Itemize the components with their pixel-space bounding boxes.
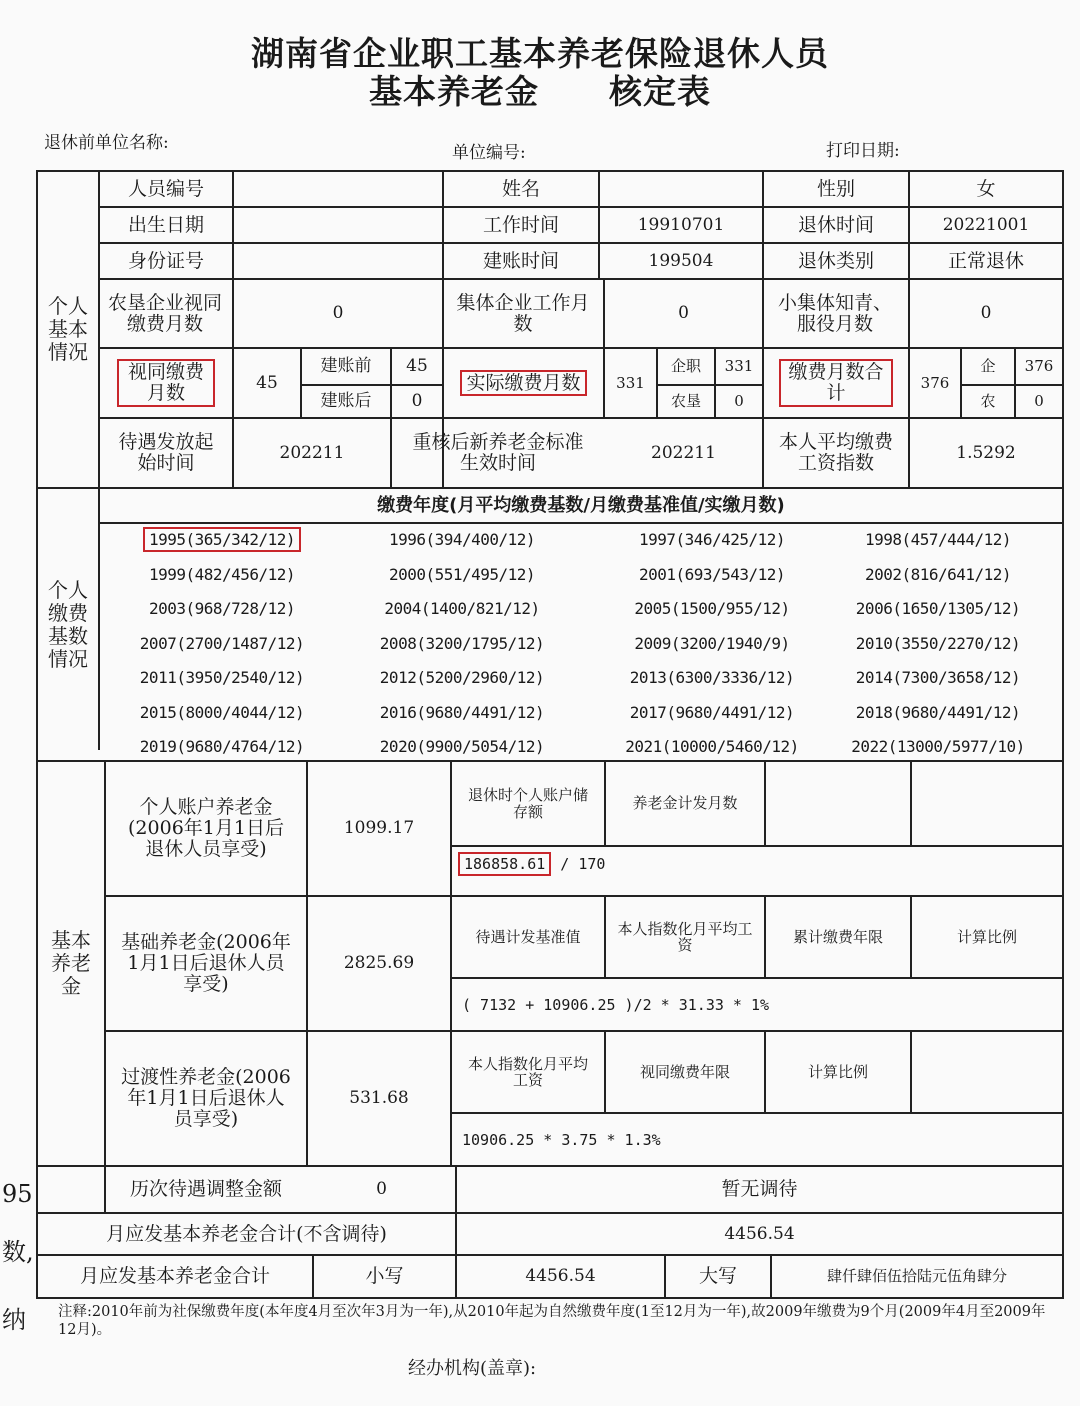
total-months-label-cell: 缴费月数合计 bbox=[764, 349, 908, 417]
contrib-year-entry: 2003(968/728/12) bbox=[148, 599, 296, 618]
form-title-line1: 湖南省企业职工基本养老保险退休人员 bbox=[251, 34, 829, 73]
indexed-wage-header: 本人指数化月平均工资 bbox=[617, 919, 753, 954]
section-basic-pension: 基本养老金 bbox=[51, 928, 91, 998]
contrib-year-entry: 2012(5200/2960/12) bbox=[379, 668, 545, 687]
contrib-year-entry: 1998(457/444/12) bbox=[864, 530, 1012, 549]
contrib-year-entry: 2000(551/495/12) bbox=[388, 564, 536, 584]
collective-months-label: 集体企业工作月数 bbox=[456, 291, 590, 335]
farm-value: 0 bbox=[734, 392, 744, 411]
contrib-year-entry: 2010(3550/2270/12) bbox=[855, 633, 1021, 653]
total-farm-value: 0 bbox=[1034, 392, 1044, 411]
tp-indexed-wage-header: 本人指数化月平均工资 bbox=[467, 1054, 588, 1089]
contrib-year-entry: 1996(394/400/12) bbox=[388, 530, 536, 549]
title-line2-b: 核定表 bbox=[609, 72, 711, 111]
new-standard-effect-value: 202211 bbox=[651, 442, 716, 463]
contrib-year-entry: 2015(8000/4044/12) bbox=[139, 702, 305, 722]
unit-name-label: 退休前单位名称: bbox=[44, 133, 169, 153]
farm-label: 农垦 bbox=[670, 392, 701, 411]
person-id-label: 人员编号 bbox=[127, 177, 204, 200]
transitional-pension-value: 531.68 bbox=[349, 1088, 409, 1109]
work-start-value: 19910701 bbox=[637, 214, 725, 235]
payout-months-value: / 170 bbox=[551, 855, 606, 873]
margin-text-1: 95 bbox=[2, 1180, 33, 1208]
birth-date-label: 出生日期 bbox=[127, 213, 204, 236]
contrib-year-entry: 2021(10000/5460/12) bbox=[625, 737, 799, 756]
total-months-value: 376 bbox=[920, 373, 950, 392]
personal-account-pension-value: 1099.17 bbox=[343, 818, 415, 839]
farm-deemed-months-label: 农垦企业视同缴费月数 bbox=[107, 291, 222, 335]
benefit-start-value: 202211 bbox=[279, 442, 345, 463]
contrib-year-entry: 2017(9680/4491/12) bbox=[629, 702, 795, 722]
monthly-total-excl-label: 月应发基本养老金合计(不含调待) bbox=[106, 1222, 387, 1245]
actual-months-value: 331 bbox=[616, 373, 645, 392]
gender-label: 性别 bbox=[816, 177, 855, 200]
agency-seal-label: 经办机构(盖章): bbox=[408, 1358, 537, 1379]
tp-calc-ratio-header: 计算比例 bbox=[807, 1062, 868, 1081]
contrib-year-entry: 2006(1650/1305/12) bbox=[855, 599, 1021, 618]
title-line2-a: 基本养老金 bbox=[369, 72, 539, 111]
section-personal-contrib: 个人缴费基数情况 bbox=[48, 577, 88, 671]
retire-time-value: 20221001 bbox=[942, 214, 1030, 235]
contrib-year-entry: 2005(1500/955/12) bbox=[634, 599, 790, 618]
deemed-years-header: 视同缴费年限 bbox=[639, 1062, 730, 1081]
contrib-year-entry: 2016(9680/4491/12) bbox=[379, 702, 545, 722]
unit-code-label: 单位编号: bbox=[452, 143, 526, 163]
retire-type-label: 退休类别 bbox=[797, 249, 874, 272]
youth-service-months-label: 小集体知青、服役月数 bbox=[777, 291, 892, 335]
contrib-year-entry: 2011(3950/2540/12) bbox=[139, 668, 305, 687]
basic-pension-label: 基础养老金(2006年1月1日后退休人员享受) bbox=[121, 931, 291, 995]
contrib-year-entry bbox=[102, 530, 342, 549]
contrib-year-entry: 1999(482/456/12) bbox=[148, 564, 296, 584]
monthly-total-excl-value: 4456.54 bbox=[724, 1223, 795, 1244]
monthly-total-label: 月应发基本养老金合计 bbox=[79, 1265, 270, 1288]
farm-deemed-months-value: 0 bbox=[332, 303, 344, 324]
collective-months-value: 0 bbox=[678, 303, 689, 324]
name-label: 姓名 bbox=[501, 177, 540, 200]
print-date-label: 打印日期: bbox=[826, 141, 900, 161]
basic-pension-value: 2825.69 bbox=[343, 953, 415, 974]
gender-value: 女 bbox=[976, 177, 996, 200]
youth-service-months-value: 0 bbox=[980, 303, 992, 324]
deemed-months-label-cell: 视同缴费月数 bbox=[100, 349, 232, 417]
contrib-year-entry: 2022(13000/5977/10) bbox=[851, 737, 1025, 756]
benefit-start-label: 待遇发放起始时间 bbox=[118, 431, 214, 474]
calc-ratio-header: 计算比例 bbox=[956, 927, 1017, 946]
account-open-label: 建账时间 bbox=[482, 249, 559, 272]
avg-wage-index-label: 本人平均缴费工资指数 bbox=[778, 431, 893, 474]
total-enterprise-value: 376 bbox=[1024, 357, 1054, 376]
enterprise-staff-label: 企职 bbox=[670, 357, 701, 376]
contrib-year-entry: 1997(346/425/12) bbox=[638, 530, 786, 549]
account-balance-header: 退休时个人账户储存额 bbox=[467, 786, 588, 821]
retire-time-label: 退休时间 bbox=[797, 213, 874, 236]
contrib-year-entry: 2014(7300/3658/12) bbox=[855, 668, 1021, 687]
contrib-year-entry: 2004(1400/821/12) bbox=[384, 599, 540, 618]
account-balance-amount: 186858.61 bbox=[458, 852, 551, 876]
before-account-label: 建账前 bbox=[320, 356, 372, 377]
section-personal-basic: 个人基本情况 bbox=[48, 294, 88, 364]
contrib-year-entry: 2020(9900/5054/12) bbox=[379, 737, 545, 756]
total-enterprise-label: 企 bbox=[980, 357, 996, 376]
after-account-value: 0 bbox=[411, 391, 423, 412]
contrib-year-entry: 2013(6300/3336/12) bbox=[629, 668, 795, 687]
adjustment-label: 历次待遇调整金额 bbox=[129, 1178, 282, 1201]
contrib-year-entry: 2019(9680/4764/12) bbox=[139, 737, 305, 756]
payout-months-header: 养老金计发月数 bbox=[632, 794, 738, 813]
adjustment-note: 暂无调待 bbox=[721, 1178, 798, 1201]
contrib-year-entry: 2007(2700/1487/12) bbox=[139, 633, 305, 653]
transitional-pension-label: 过渡性养老金(2006年1月1日后退休人员享受) bbox=[121, 1066, 291, 1130]
contrib-year-entry: 2001(693/543/12) bbox=[638, 564, 786, 584]
contrib-year-entry: 2008(3200/1795/12) bbox=[379, 633, 545, 653]
after-account-label: 建账后 bbox=[320, 391, 372, 412]
account-balance-line bbox=[458, 855, 605, 873]
lowercase-value: 4456.54 bbox=[525, 1266, 596, 1287]
contrib-year-entry: 2009(3200/1940/9) bbox=[634, 633, 790, 653]
margin-text-3: 纳 bbox=[2, 1306, 26, 1334]
before-account-value: 45 bbox=[406, 356, 428, 377]
new-standard-effect-label: 重核后新养老金标准生效时间 bbox=[412, 431, 584, 474]
cumulative-years-header: 累计缴费年限 bbox=[792, 927, 883, 946]
footnote: 注释:2010年前为社保缴费年度(本年度4月至次年3月为一年),从2010年起为自然缴费年度(1至12月为一年),故2009年缴费为9个月(2009年4月至2009年12月)。 bbox=[58, 1304, 1046, 1339]
total-farm-label: 农 bbox=[980, 392, 996, 411]
personal-account-pension-label: 个人账户养老金(2006年1月1日后退休人员享受) bbox=[128, 796, 284, 860]
contrib-year-highlight: 1995(365/342/12) bbox=[143, 527, 301, 552]
adjustment-value: 0 bbox=[376, 1179, 387, 1200]
contrib-year-entry: 2002(816/641/12) bbox=[864, 564, 1012, 584]
retire-type-value: 正常退休 bbox=[947, 249, 1024, 272]
id-card-label: 身份证号 bbox=[127, 249, 204, 272]
basic-pension-formula: ( 7132 + 10906.25 )/2 * 31.33 * 1% bbox=[462, 996, 770, 1014]
lowercase-label: 小写 bbox=[365, 1265, 404, 1288]
form-title-line2 bbox=[0, 66, 1080, 113]
contrib-year-entry: 2018(9680/4491/12) bbox=[855, 702, 1021, 722]
transitional-pension-formula: 10906.25 * 3.75 * 1.3% bbox=[462, 1131, 661, 1149]
uppercase-label: 大写 bbox=[698, 1265, 737, 1288]
base-value-header: 待遇计发基准值 bbox=[475, 927, 581, 946]
account-open-value: 199504 bbox=[648, 250, 714, 271]
margin-text-2: 数, bbox=[2, 1238, 34, 1266]
contrib-heading: 缴费年度(月平均缴费基数/月缴费基准值/实缴月数) bbox=[377, 494, 785, 516]
enterprise-staff-value: 331 bbox=[724, 357, 754, 376]
work-start-label: 工作时间 bbox=[482, 213, 559, 236]
deemed-months-value: 45 bbox=[256, 372, 278, 393]
actual-months-label-cell: 实际缴费月数 bbox=[444, 349, 603, 417]
avg-wage-index-value: 1.5292 bbox=[956, 442, 1016, 463]
uppercase-value: 肆仟肆佰伍拾陆元伍角肆分 bbox=[826, 1267, 1007, 1286]
